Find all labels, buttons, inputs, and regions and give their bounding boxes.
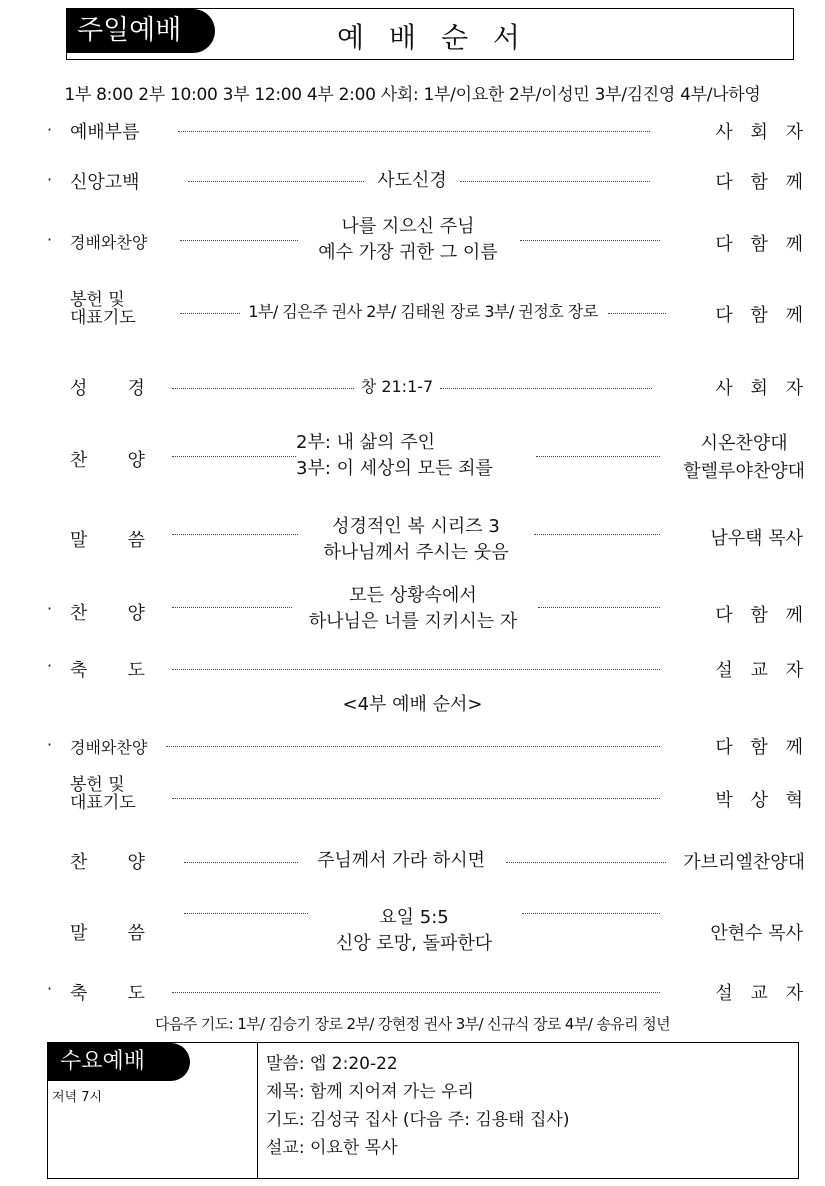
leader-dots	[172, 798, 660, 799]
order-item-leader: 설 교 자	[715, 983, 809, 1004]
order-item-name: 신앙고백	[70, 172, 140, 193]
order-item-name: 예배부름	[70, 122, 140, 143]
leader-dots	[520, 240, 660, 241]
leader-dots	[188, 181, 364, 182]
leader-dots	[180, 240, 298, 241]
next-week-prayer: 다음주 기도: 1부/ 김승기 장로 2부/ 강현정 권사 3부/ 신규식 장로 4부/ 송유리 청년	[154, 1015, 671, 1033]
leader-line: 할렐루야찬양대	[683, 461, 805, 482]
content-line: 3부: 이 세상의 모든 죄를	[296, 458, 493, 479]
order-item-name: 경배와찬양	[70, 233, 148, 252]
order-item-content	[292, 583, 534, 635]
service-tag: 주일예배	[67, 9, 215, 53]
order-item-name: 말 씀	[70, 530, 145, 551]
leader-dots	[172, 456, 296, 457]
name-line: 대표기도	[70, 308, 136, 328]
content-line: 신앙 로망, 돌파한다	[335, 933, 493, 954]
order-item-name: 축 도	[70, 660, 145, 681]
order-item-name: 경배와찬양	[70, 738, 148, 757]
bullet: ·	[47, 230, 53, 249]
content-line: 나를 지으신 주님	[341, 216, 475, 237]
order-item-leader: 다 함 께	[715, 305, 809, 326]
bullet: ·	[47, 599, 53, 618]
leader-dots	[440, 388, 652, 389]
leader-dots	[506, 862, 666, 863]
leader-dots	[180, 313, 240, 314]
order-item-content	[298, 214, 518, 266]
order-item-name	[70, 291, 136, 327]
wednesday-prayer: 기도: 김성국 집사 (다음 주: 김용태 집사)	[266, 1110, 570, 1130]
name-line: 봉헌 및	[70, 290, 125, 310]
order-item-name: 찬 양	[70, 450, 145, 471]
order-item-leader: 박 상 혁	[715, 790, 809, 811]
order-item-content	[298, 514, 534, 566]
order-item-content	[296, 430, 526, 482]
leader-dots	[184, 862, 298, 863]
bullet: ·	[47, 735, 53, 754]
wednesday-scripture: 말씀: 엡 2:20-22	[266, 1054, 398, 1074]
wednesday-time: 저녁 7시	[52, 1090, 103, 1105]
order-item-leader: 사 회 자	[715, 122, 809, 143]
order-item-leader: 다 함 께	[715, 737, 809, 758]
bullet: ·	[47, 979, 53, 998]
leader-dots	[534, 534, 660, 535]
order-item-leader: 다 함 께	[715, 234, 809, 255]
order-item-content: 주님께서 가라 하시면	[317, 850, 485, 871]
content-line: 예수 가장 귀한 그 이름	[318, 242, 498, 263]
content-line: 요일 5:5	[379, 907, 449, 928]
section-subtitle: <4부 예배 순서>	[342, 694, 483, 715]
wednesday-tag: 수요예배	[48, 1043, 190, 1081]
leader-dots	[538, 607, 660, 608]
order-item-content: 창 21:1-7	[360, 377, 434, 396]
order-item-leader: 설 교 자	[715, 660, 809, 681]
order-item-name: 찬 양	[70, 603, 145, 624]
order-item-name: 말 씀	[70, 923, 145, 944]
order-item-content	[308, 905, 520, 957]
name-line: 대표기도	[70, 793, 136, 813]
leader-dots	[178, 131, 650, 132]
order-item-content: 1부/ 김은주 권사 2부/ 김태원 장로 3부/ 권정호 장로	[248, 302, 598, 321]
content-line: 2부: 내 삶의 주인	[296, 432, 436, 453]
wednesday-preacher: 설교: 이요한 목사	[266, 1138, 398, 1158]
leader-dots	[184, 913, 308, 914]
order-item-content: 사도신경	[377, 170, 447, 191]
order-item-leader	[683, 430, 805, 486]
leader-dots	[172, 388, 354, 389]
leader-dots	[608, 313, 666, 314]
bullet: ·	[47, 170, 53, 189]
order-item-leader: 남우택 목사	[710, 528, 803, 549]
order-item-name: 찬 양	[70, 852, 145, 873]
leader-dots	[172, 992, 660, 993]
order-item-leader: 안현수 목사	[710, 923, 803, 944]
content-line: 모든 상황속에서	[349, 585, 477, 606]
order-item-name	[70, 776, 136, 812]
leader-dots	[172, 607, 292, 608]
leader-dots	[460, 181, 650, 182]
page-title: 예 배 순 서	[337, 21, 528, 54]
content-line: 하나님은 너를 지키시는 자	[308, 611, 518, 632]
order-item-name: 성 경	[70, 378, 145, 399]
leader-dots	[166, 746, 660, 747]
wednesday-title: 제목: 함께 지어져 가는 우리	[266, 1082, 474, 1102]
leader-dots	[522, 913, 660, 914]
bullet: ·	[47, 656, 53, 675]
content-line: 성경적인 복 시리즈 3	[332, 516, 500, 537]
service-times: 1부 8:00 2부 10:00 3부 12:00 4부 2:00 사회: 1부/이요한 2부/이성민 3부/김진영 4부/나하영	[64, 85, 761, 105]
order-item-leader: 가브리엘찬양대	[683, 852, 805, 873]
order-item-leader: 다 함 께	[715, 605, 809, 626]
wednesday-divider	[257, 1043, 258, 1178]
wednesday-details	[266, 1050, 569, 1162]
leader-dots	[172, 534, 298, 535]
order-item-leader: 다 함 께	[715, 172, 809, 193]
name-line: 봉헌 및	[70, 775, 125, 795]
order-item-name: 축 도	[70, 983, 145, 1004]
order-item-leader: 사 회 자	[715, 378, 809, 399]
leader-dots	[536, 456, 660, 457]
leader-line: 시온찬양대	[700, 433, 788, 454]
leader-dots	[172, 669, 660, 670]
bullet: ·	[47, 120, 53, 139]
content-line: 하나님께서 주시는 웃음	[323, 542, 509, 563]
